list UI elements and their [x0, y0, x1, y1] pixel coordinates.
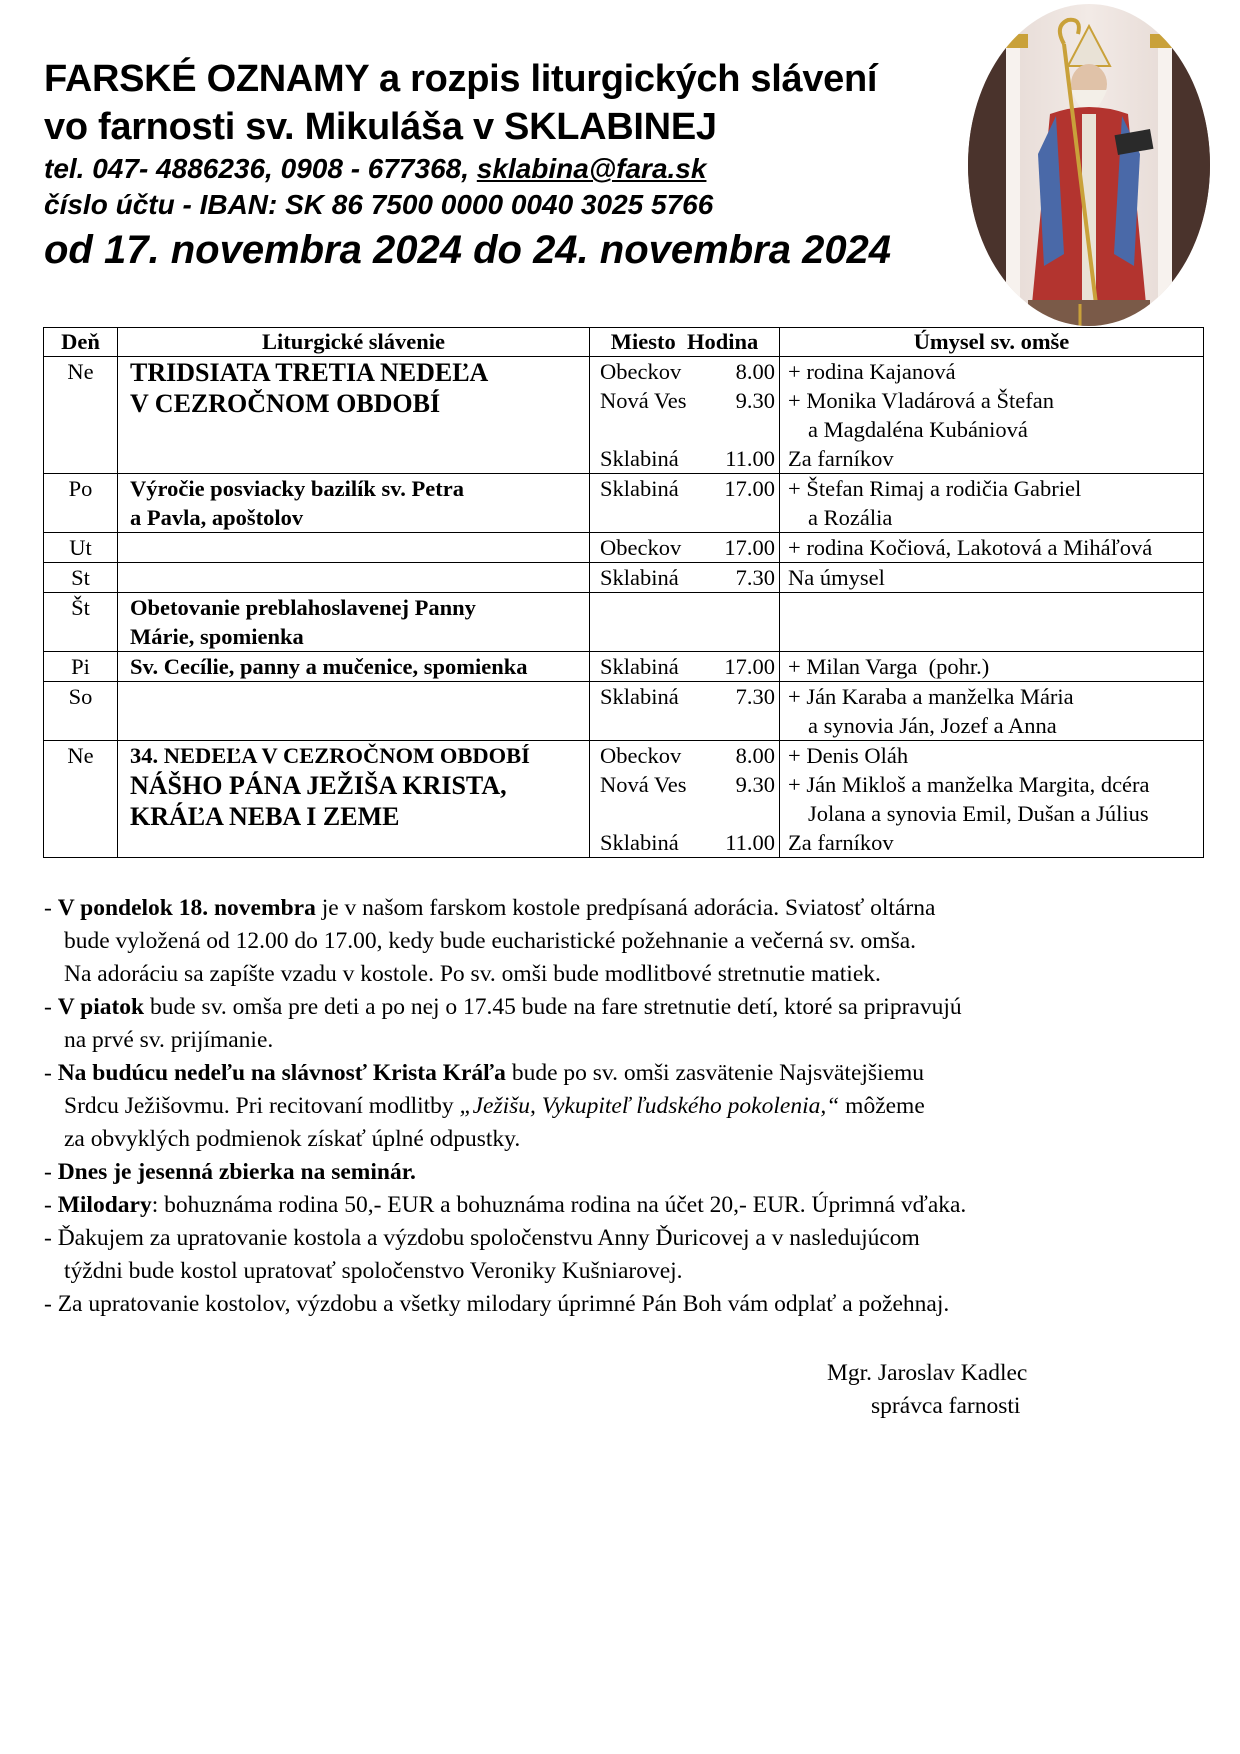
email-link[interactable]: sklabina@fara.sk — [476, 153, 707, 184]
intention-line: + Ján Mikloš a manželka Margita, dcéra — [788, 772, 1150, 797]
celebration-line: Obetovanie preblahoslavenej Panny — [130, 595, 476, 620]
intention-line: Za farníkov — [788, 446, 894, 471]
day-cell: So — [44, 682, 118, 741]
saint-nicholas-statue-icon — [968, 4, 1210, 326]
celebration-line: TRIDSIATA TRETIA NEDEĽA — [130, 358, 489, 387]
intention-line: Na úmysel — [788, 565, 885, 590]
place-time-cell — [590, 741, 780, 858]
place-time-cell — [590, 357, 780, 474]
time: 17.00 — [724, 476, 775, 501]
intention-line: + Denis Oláh — [788, 743, 909, 768]
table-row — [44, 533, 1204, 563]
day-cell: Ne — [44, 357, 118, 474]
announcement-line: Na adoráciu sa zapíšte vzadu v kostole. Po sv. omši bude modlitbové stretnutie matiek. — [64, 961, 881, 987]
intention-line: a Rozália — [808, 505, 893, 530]
intention-cell — [780, 533, 1204, 563]
place-time-cell — [590, 533, 780, 563]
time: 7.30 — [735, 565, 775, 590]
place-time — [600, 828, 775, 857]
celebration-line: Sv. Cecílie, panny a mučenice, spomienka — [130, 654, 528, 679]
announcement-item: - Za upratovanie kostolov, výzdobu a všetky milodary úprimné Pán Boh vám odplať a požehnaj. — [44, 1291, 950, 1317]
celebration-line: V CEZROČNOM OBDOBÍ — [130, 389, 441, 418]
place-time — [600, 444, 775, 473]
phone-text: tel. 047- 4886236, 0908 - 677368, — [44, 153, 477, 184]
col-header-celebration: Liturgické slávenie — [118, 328, 590, 357]
place-time-cell — [590, 563, 780, 593]
announcement-text: môžeme — [839, 1093, 925, 1119]
announcements-list — [44, 892, 1214, 1321]
announcement-item: - V pondelok 18. novembra je v našom farskom kostole predpísaná adorácia. Sviatosť oltárna bude vyložená od 12.00 do 17.00, kedy bude eucharistické požehnanie a večerná sv. omša. Na adoráciu sa zapíšte vzadu v kostole. Po sv. omši bude modlitbové stretnutie matiek. — [44, 892, 1214, 991]
intention-line: + Ján Karaba a manželka Mária — [788, 684, 1074, 709]
celebration-cell — [118, 593, 590, 652]
intention-cell — [780, 563, 1204, 593]
place-time — [600, 386, 775, 415]
celebration-cell — [118, 563, 590, 593]
celebration-line: Výročie posviacky bazilík sv. Petra — [130, 476, 464, 501]
intention-cell — [780, 593, 1204, 652]
date-range: od 17. novembra 2024 do 24. novembra 2024 — [44, 228, 892, 272]
table-row — [44, 357, 1204, 474]
intention-line: + rodina Kočiová, Lakotová a Miháľová — [788, 535, 1153, 560]
time: 17.00 — [724, 654, 775, 679]
place-time — [600, 770, 775, 799]
place-time — [600, 563, 775, 592]
place: Obeckov — [600, 743, 682, 768]
time: 8.00 — [735, 359, 775, 384]
place: Sklabiná — [600, 565, 679, 590]
col-header-intention: Úmysel sv. omše — [780, 328, 1204, 357]
announcement-bold: V piatok — [57, 994, 145, 1020]
announcement-text: bude po sv. omši zasvätenie Najsvätejšiemu — [505, 1060, 925, 1086]
day-cell: Po — [44, 474, 118, 533]
celebration-cell — [118, 357, 590, 474]
intention-line: a Magdaléna Kubániová — [808, 417, 1028, 442]
place: Nová Ves — [600, 772, 687, 797]
table-row — [44, 563, 1204, 593]
intention-line: + Monika Vladárová a Štefan — [788, 388, 1054, 413]
announcement-item: - Na budúcu nedeľu na slávnosť Krista Kráľa bude po sv. omši zasvätenie Najsvätejšiemu Srdcu Ježišovmu. Pri recitovaní modlitby „Ježišu, Vykupiteľ ľudského pokolenia,“ môžeme za obvyklých podmienok získať úplné odpustky. — [44, 1057, 1214, 1156]
intention-cell — [780, 741, 1204, 858]
signature — [827, 1357, 1027, 1423]
title-line-1: FARSKÉ OZNAMY a rozpis liturgických slávení — [44, 58, 878, 100]
place: Sklabiná — [600, 830, 679, 855]
announcement-line: týždni bude kostol upratovať spoločenstvo Veroniky Kušniarovej. — [64, 1258, 683, 1284]
schedule-table — [43, 327, 1204, 858]
time: 9.30 — [735, 388, 775, 413]
time: 7.30 — [735, 684, 775, 709]
place-time — [600, 652, 775, 681]
signature-name: Mgr. Jaroslav Kadlec — [827, 1360, 1028, 1386]
announcement-line: bude vyložená od 12.00 do 17.00, kedy bude eucharistické požehnanie a večerná sv. omša. — [64, 928, 917, 954]
place-time-cell — [590, 682, 780, 741]
day-cell: St — [44, 563, 118, 593]
prayer-title: „Ježišu, Vykupiteľ ľudského pokolenia,“ — [459, 1093, 840, 1119]
announcement-bold: Milodary — [57, 1192, 152, 1218]
intention-line: + Štefan Rimaj a rodičia Gabriel — [788, 476, 1082, 501]
announcement-bold: Dnes je jesenná zbierka na seminár. — [57, 1159, 416, 1185]
place: Sklabiná — [600, 654, 679, 679]
title-line-2: vo farnosti sv. Mikuláša v SKLABINEJ — [44, 106, 717, 148]
intention-line: Jolana a synovia Emil, Dušan a Július — [808, 801, 1149, 826]
intention-line: a synovia Ján, Jozef a Anna — [808, 713, 1057, 738]
place-time — [600, 533, 775, 562]
celebration-cell — [118, 682, 590, 741]
announcement-bold: Na budúcu nedeľu na slávnosť Krista Kráľa — [57, 1060, 506, 1086]
place: Sklabiná — [600, 684, 679, 709]
celebration-line: a Pavla, apoštolov — [130, 505, 304, 530]
announcement-text: bude sv. omša pre deti a po nej o 17.45 bude na fare stretnutie detí, ktoré sa pripravujú — [144, 994, 962, 1020]
intention-cell — [780, 357, 1204, 474]
place-time — [600, 357, 775, 386]
announcement-text: je v našom farskom kostole predpísaná adorácia. Sviatosť oltárna — [315, 895, 936, 921]
intention-cell — [780, 474, 1204, 533]
intention-line: Za farníkov — [788, 830, 894, 855]
celebration-cell — [118, 652, 590, 682]
place-time — [600, 474, 775, 503]
place-time — [600, 682, 775, 711]
place: Nová Ves — [600, 388, 687, 413]
celebration-line: NÁŠHO PÁNA JEŽIŠA KRISTA, — [130, 771, 507, 800]
announcement-item: - V piatok bude sv. omša pre deti a po nej o 17.45 bude na fare stretnutie detí, ktoré sa pripravujú na prvé sv. prijímanie. — [44, 991, 1214, 1057]
announcement-item: - Ďakujem za upratovanie kostola a výzdobu spoločenstvu Anny Ďuricovej a v nasledujúcom týždni bude kostol upratovať spoločenstvo Veroniky Kušniarovej. — [44, 1222, 1214, 1288]
table-row — [44, 593, 1204, 652]
announcement-text: Ďakujem za upratovanie kostola a výzdobu spoločenstvu Anny Ďuricovej a v nasledujúcom — [57, 1225, 920, 1251]
saint-nicholas-portrait — [968, 4, 1210, 326]
announcement-item: - Dnes je jesenná zbierka na seminár. — [44, 1159, 416, 1185]
announcement-item: - Milodary: bohuznáma rodina 50,- EUR a bohuznáma rodina na účet 20,- EUR. Úprimná vďaka. — [44, 1192, 967, 1218]
col-header-day: Deň — [44, 328, 118, 357]
time: 17.00 — [724, 535, 775, 560]
celebration-line: 34. NEDEĽA V CEZROČNOM OBDOBÍ — [130, 743, 530, 768]
signature-role: správca farnosti — [871, 1393, 1021, 1419]
place: Obeckov — [600, 535, 682, 560]
day-cell: Ut — [44, 533, 118, 563]
table-row — [44, 652, 1204, 682]
iban-line: číslo účtu - IBAN: SK 86 7500 0000 0040 3025 5766 — [44, 189, 714, 220]
time: 11.00 — [725, 830, 775, 855]
announcement-text: : bohuznáma rodina 50,- EUR a bohuznáma rodina na účet 20,- EUR. Úprimná vďaka. — [151, 1192, 967, 1218]
celebration-cell — [118, 533, 590, 563]
time: 9.30 — [735, 772, 775, 797]
time: 11.00 — [725, 446, 775, 471]
day-cell: Pi — [44, 652, 118, 682]
celebration-cell — [118, 741, 590, 858]
place: Sklabiná — [600, 476, 679, 501]
col-header-place-time: Miesto Hodina — [590, 328, 780, 357]
intention-cell — [780, 682, 1204, 741]
announcement-line: za obvyklých podmienok získať úplné odpustky. — [64, 1126, 521, 1152]
time: 8.00 — [735, 743, 775, 768]
intention-line: + rodina Kajanová — [788, 359, 956, 384]
place-time-cell — [590, 474, 780, 533]
place: Obeckov — [600, 359, 682, 384]
announcement-text: Srdcu Ježišovmu. Pri recitovaní modlitby — [64, 1093, 460, 1119]
announcement-bold: V pondelok 18. novembra — [57, 895, 316, 921]
intention-cell — [780, 652, 1204, 682]
place: Sklabiná — [600, 446, 679, 471]
table-row — [44, 682, 1204, 741]
place-time-cell — [590, 652, 780, 682]
contact-line — [44, 151, 984, 187]
day-cell: Št — [44, 593, 118, 652]
celebration-line: Márie, spomienka — [130, 624, 304, 649]
header — [44, 55, 984, 275]
celebration-line: KRÁĽA NEBA I ZEME — [130, 802, 400, 831]
intention-line: + Milan Varga (pohr.) — [788, 654, 990, 679]
table-header-row — [44, 328, 1204, 357]
place-time-cell — [590, 593, 780, 652]
table-row — [44, 741, 1204, 858]
table-row — [44, 474, 1204, 533]
announcement-line: na prvé sv. prijímanie. — [64, 1027, 274, 1053]
celebration-cell — [118, 474, 590, 533]
announcement-text: Za upratovanie kostolov, výzdobu a všetky milodary úprimné Pán Boh vám odplať a požehnaj. — [57, 1291, 950, 1317]
place-time — [600, 741, 775, 770]
day-cell: Ne — [44, 741, 118, 858]
announcement-line — [64, 1090, 1214, 1123]
